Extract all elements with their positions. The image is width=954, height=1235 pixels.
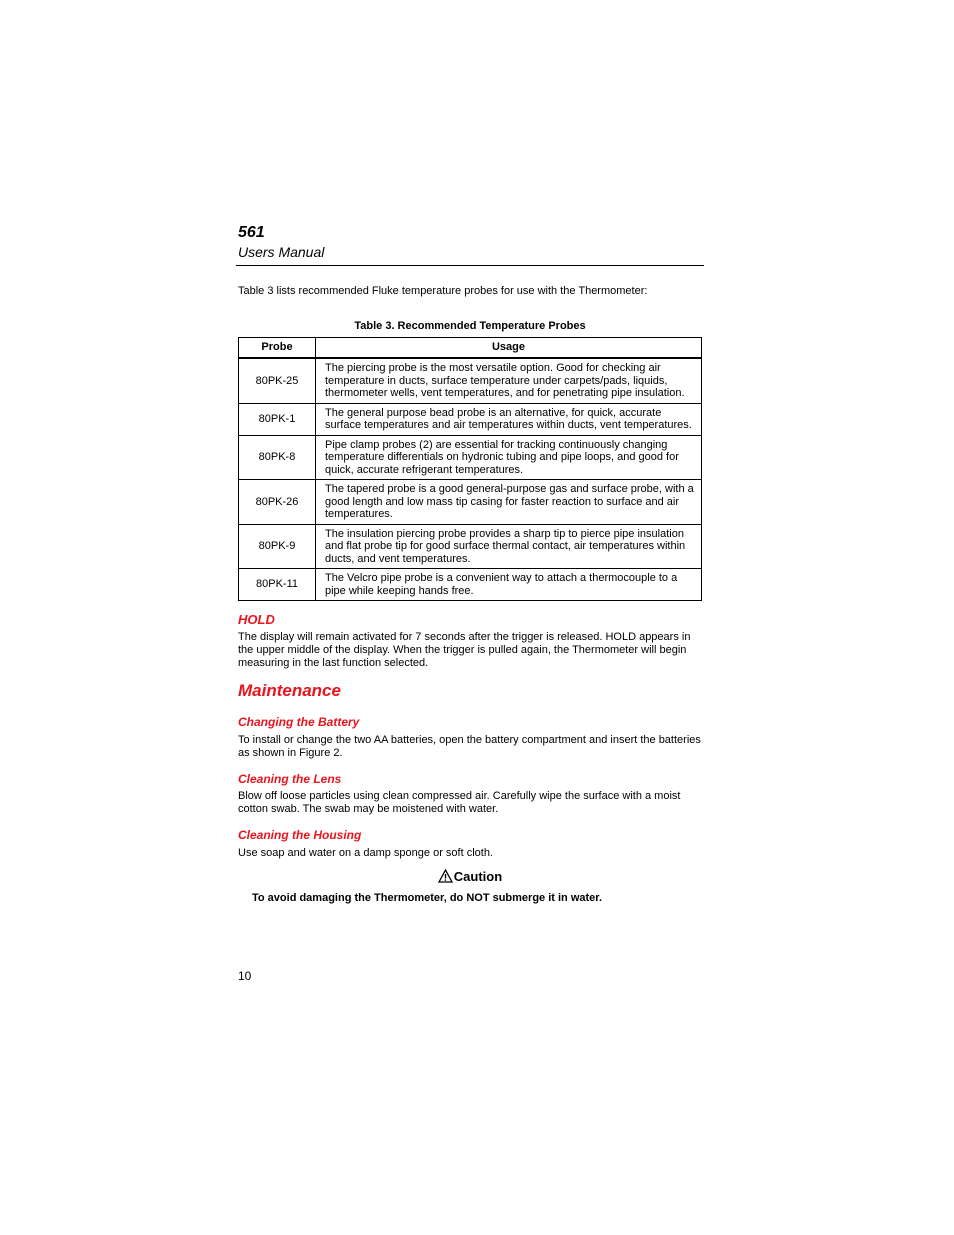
table-row — [239, 524, 702, 569]
hold-heading: HOLD — [238, 612, 275, 627]
cleaning-housing-paragraph: Use soap and water on a damp sponge or soft cloth. — [238, 847, 493, 859]
column-header-usage: Usage — [316, 338, 702, 359]
usage-cell: The piercing probe is the most versatile option. Good for checking air temperature in ducts, surface temperature under carpets/pads, liquids, thermometer wells, vent temperatures, and for penetrating pipe insulation. — [316, 358, 702, 403]
cleaning-housing-heading: Cleaning the Housing — [238, 828, 362, 842]
table-row — [239, 358, 702, 403]
usage-cell: The tapered probe is a good general-purpose gas and surface probe, with a good length and low mass tip casing for faster reaction to surface and air temperatures. — [316, 480, 702, 525]
document-subtitle: Users Manual — [238, 244, 325, 260]
maintenance-heading: Maintenance — [238, 681, 341, 700]
changing-battery-heading: Changing the Battery — [238, 715, 360, 729]
probe-cell: 80PK-1 — [239, 403, 316, 435]
table-row — [239, 569, 702, 601]
usage-cell: Pipe clamp probes (2) are essential for tracking continuously changing temperature differentials on hydronic tubing and pipe loops, and good for quick, accurate refrigerant temperatures. — [316, 435, 702, 480]
header-rule — [236, 265, 704, 266]
page-number: 10 — [238, 969, 252, 983]
model-number: 561 — [238, 224, 265, 241]
table-row — [239, 480, 702, 525]
caution-heading — [238, 869, 702, 884]
cleaning-lens-paragraph: Blow off loose particles using clean compressed air. Carefully wipe the surface with a moist cotton swab. The swab may be moistened with water. — [238, 790, 681, 815]
probe-cell: 80PK-25 — [239, 358, 316, 403]
usage-cell: The general purpose bead probe is an alternative, for quick, accurate surface temperatures and air temperatures within ducts, vent temperatures. — [316, 403, 702, 435]
usage-cell: The insulation piercing probe provides a sharp tip to pierce pipe insulation and flat probe tip for good surface thermal contact, air temperatures within ducts, and vent temperatures. — [316, 524, 702, 569]
table-row — [239, 403, 702, 435]
caution-text: To avoid damaging the Thermometer, do NOT submerge it in water. — [252, 892, 603, 904]
probe-cell: 80PK-11 — [239, 569, 316, 601]
changing-battery-paragraph: To install or change the two AA batteries, open the battery compartment and insert the batteries as shown in Figure 2. — [238, 734, 701, 759]
intro-paragraph: Table 3 lists recommended Fluke temperature probes for use with the Thermometer: — [238, 285, 648, 297]
usage-cell: The Velcro pipe probe is a convenient way to attach a thermocouple to a pipe while keeping hands free. — [316, 569, 702, 601]
warning-triangle-icon — [438, 869, 453, 883]
cleaning-lens-heading: Cleaning the Lens — [238, 772, 342, 786]
probe-cell: 80PK-8 — [239, 435, 316, 480]
probe-cell: 80PK-9 — [239, 524, 316, 569]
caution-label: Caution — [453, 869, 503, 884]
hold-paragraph: The display will remain activated for 7 seconds after the trigger is released. HOLD appears in the upper middle of the display. When the trigger is pulled again, the Thermometer will begin measuring in the last function selected. — [238, 631, 691, 669]
probe-cell: 80PK-26 — [239, 480, 316, 525]
table-header-row — [239, 338, 702, 359]
column-header-probe: Probe — [239, 338, 316, 359]
table-row — [239, 435, 702, 480]
table-caption: Table 3. Recommended Temperature Probes — [354, 320, 586, 332]
probe-table — [238, 337, 702, 601]
